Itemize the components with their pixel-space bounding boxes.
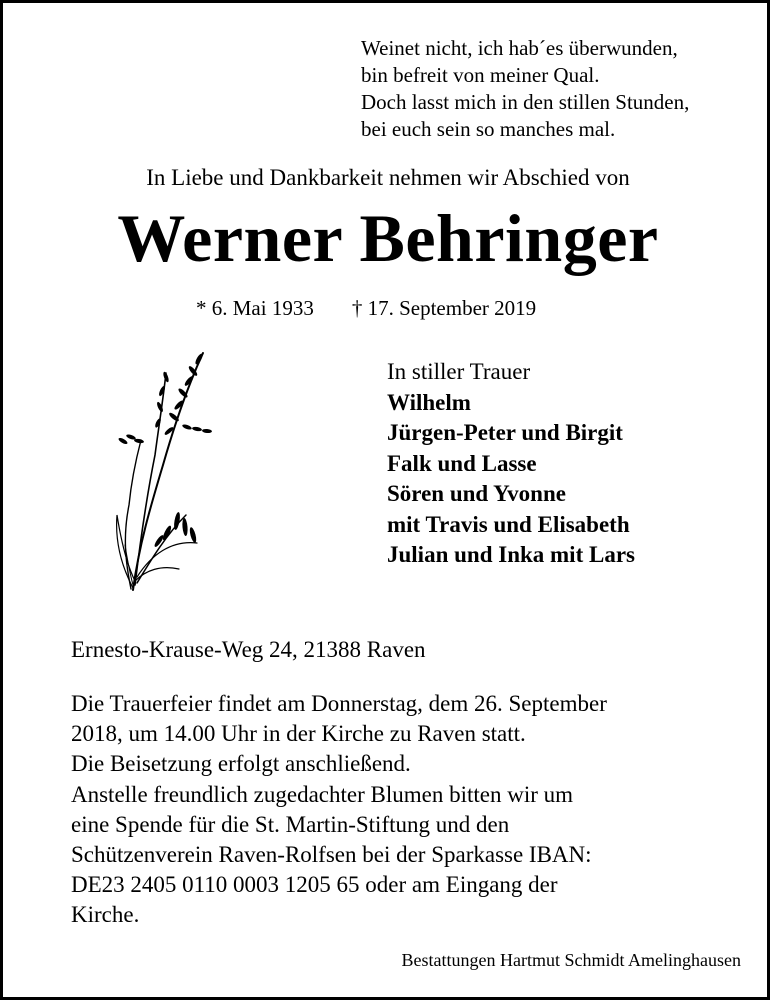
notice-line: Schützenverein Raven-Rolfsen bei der Sparkasse IBAN:	[71, 842, 592, 868]
notice-line: Anstelle freundlich zugedachter Blumen bitten wir um	[71, 781, 574, 807]
mourners-list	[387, 357, 635, 571]
intro-text: In Liebe und Dankbarkeit nehmen wir Abschied von	[146, 165, 630, 190]
undertaker-credit: Bestattungen Hartmut Schmidt Amelinghausen	[401, 950, 741, 970]
mourner-name: Wilhelm	[387, 389, 471, 415]
notice-line: Die Beisetzung erfolgt anschließend.	[71, 751, 411, 777]
notice-line: DE23 2405 0110 0003 1205 65 oder am Eingang der	[71, 872, 558, 898]
notice-line: eine Spende für die St. Martin-Stiftung und den	[71, 811, 510, 837]
poem-line: Weinet nicht, ich hab´es überwunden,	[361, 36, 678, 60]
poem-line: Doch lasst mich in den stillen Stunden,	[361, 90, 690, 114]
poem-line: bin befreit von meiner Qual.	[361, 63, 600, 87]
birth-date: * 6. Mai 1933	[196, 296, 314, 320]
grass-stalk-icon	[111, 345, 221, 595]
deceased-name: Werner Behringer	[117, 200, 659, 276]
mourner-name: mit Travis und Elisabeth	[387, 511, 630, 537]
notice-line: 2018, um 14.00 Uhr in der Kirche zu Raven statt.	[71, 721, 526, 747]
funeral-notice	[71, 689, 607, 931]
notice-line: Die Trauerfeier findet am Donnerstag, dem 26. September	[71, 691, 607, 716]
mourner-name: Sören und Yvonne	[387, 481, 566, 506]
poem-line: bei euch sein so manches mal.	[361, 117, 616, 141]
mourner-name: Falk und Lasse	[387, 450, 537, 476]
death-date: † 17. September 2019	[351, 296, 537, 320]
mourner-name: Julian und Inka mit Lars	[387, 542, 635, 567]
poem	[361, 35, 689, 143]
family-address: Ernesto-Krause-Weg 24, 21388 Raven	[71, 637, 426, 662]
mourning-phrase: In stiller Trauer	[387, 359, 531, 384]
life-dates	[196, 296, 536, 321]
mourner-name: Jürgen-Peter und Birgit	[387, 420, 623, 445]
notice-line: Kirche.	[71, 902, 140, 928]
